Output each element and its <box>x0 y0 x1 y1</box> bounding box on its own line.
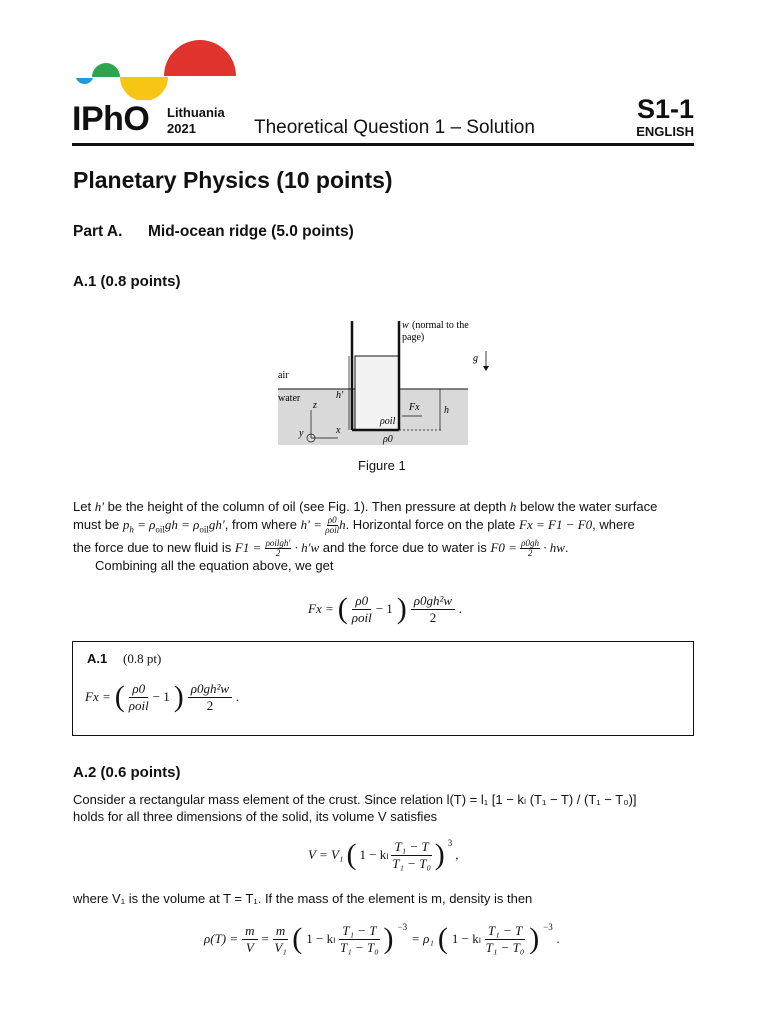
figure-label-rho-0: ρ0 <box>383 434 393 445</box>
eq-end: . <box>556 931 561 946</box>
fraction-num: ρ0 <box>327 515 337 525</box>
math-run: F0 = <box>490 539 521 555</box>
fraction-num: ρ0 <box>352 593 371 610</box>
math-sub: oil <box>199 524 209 535</box>
figure-label-h: h <box>444 405 449 416</box>
figure-label-y: y <box>299 428 304 439</box>
a1-paragraph-line-3 <box>73 539 569 558</box>
math-run: · h′w <box>291 539 320 555</box>
eq-lhs: V = V₁ <box>308 847 344 862</box>
figure-label-rho-oil: ρoil <box>380 416 396 427</box>
math-h-prime: h′ <box>94 499 105 514</box>
math-h: h <box>339 516 346 532</box>
figure-label-h-prime: h′ <box>336 390 344 401</box>
g-arrow-head <box>483 366 489 371</box>
a1-paragraph-line-4: Combining all the equation above, we get <box>95 558 334 573</box>
fraction-den: V <box>245 939 254 955</box>
math-run: gh = ρ <box>164 516 200 532</box>
answer-equation <box>85 680 239 714</box>
equation-volume <box>308 838 458 872</box>
text-run: be the height of the column of oil (see Fig. 1). Then pressure at depth <box>104 499 510 514</box>
paren-open: ( <box>346 838 357 871</box>
a2-paragraph-line-2: holds for all three dimensions of the solid, its volume V satisfies <box>73 809 438 824</box>
math-run: · hw <box>539 539 565 555</box>
figure-label-g: g <box>473 353 478 364</box>
figure-1-caption: Figure 1 <box>358 458 406 473</box>
text-run: the force due to new fluid is <box>73 539 235 555</box>
fraction-f1 <box>265 539 292 558</box>
text-run: , from where <box>224 516 301 532</box>
part-a-label: Part A. <box>73 223 123 240</box>
eq-lhs: Fx = <box>85 689 111 704</box>
text-run: must be <box>73 516 123 532</box>
fraction-den: 2 <box>429 609 437 625</box>
eq-end: , <box>455 847 459 862</box>
paren-open: ( <box>337 592 348 625</box>
figure-label-w-note-1: (normal to the <box>412 320 469 331</box>
fraction-den: 2 <box>275 548 281 558</box>
a1-heading: A.1 (0.8 points) <box>73 273 181 290</box>
ipho-wordmark: IPhO <box>72 100 150 138</box>
figure-label-fx: Fx <box>409 402 420 413</box>
host-country: Lithuania <box>167 105 225 120</box>
page-title: Planetary Physics (10 points) <box>73 167 393 193</box>
eq-equals-rho1: = ρ₁ <box>411 931 434 946</box>
text-run: . <box>564 539 569 555</box>
math-p: p <box>122 516 130 532</box>
eq-fraction-1 <box>129 681 149 714</box>
logo-green-arc <box>92 63 120 77</box>
a2-paragraph-line-1: Consider a rectangular mass element of the crust. Since relation l(T) = l₁ [1 − kₗ (T₁ − T) / (T₁ − T₀)] <box>73 792 637 807</box>
figure-label-z: z <box>313 400 317 411</box>
eq-fraction-2 <box>411 593 455 626</box>
eq-fraction-2 <box>188 681 232 714</box>
fraction-den: T₁ − T₀ <box>392 855 431 871</box>
eq-lhs: ρ(T) = <box>204 931 239 946</box>
eq-end: . <box>459 601 463 616</box>
fraction-num: ρ0gh <box>521 538 539 548</box>
eq-lhs: Fx = <box>308 601 334 616</box>
part-a-title: Mid-ocean ridge (5.0 points) <box>148 223 354 240</box>
text-run: and the force due to water is <box>319 539 491 555</box>
eq-exponent: 3 <box>447 838 453 848</box>
fraction-num: ρ0gh²w <box>411 593 455 610</box>
text-run: Let <box>73 499 95 514</box>
math-run: gh′ <box>208 516 225 532</box>
fraction-f0 <box>520 539 540 558</box>
eq-fraction <box>485 923 525 956</box>
page-code: S1-1 <box>636 94 694 124</box>
eq-exponent: −3 <box>543 922 553 932</box>
fraction-num: ρoilgh′ <box>265 538 291 548</box>
eq-inner: 1 − kₗ <box>306 931 336 946</box>
fraction-den: V₁ <box>274 939 287 955</box>
figure-label-x: x <box>336 425 341 436</box>
paren-close: ) <box>173 680 184 713</box>
logo-yellow-arc <box>120 77 168 100</box>
eq-inner: 1 − kₗ <box>359 847 389 862</box>
eq-exponent: −3 <box>397 922 408 932</box>
equation-fx-display <box>308 592 462 626</box>
fraction-num: m <box>242 923 257 940</box>
paren-close: ) <box>383 922 394 955</box>
eq-minus-one: − 1 <box>152 689 170 704</box>
fraction-rho0-over-rhooil <box>325 516 339 535</box>
figure-label-w-note-2: page) <box>402 332 425 343</box>
math-run: h′ = <box>300 516 326 532</box>
eq-fraction-1 <box>352 593 372 626</box>
paren-close: ) <box>396 592 407 625</box>
eq-inner: 1 − kₗ <box>451 931 481 946</box>
text-run: below the water surface <box>516 499 658 514</box>
page-language: ENGLISH <box>636 124 694 139</box>
ipho-logo <box>72 40 242 100</box>
a2-paragraph-line-3: where V₁ is the volume at T = T₁. If the mass of the element is m, density is then <box>73 891 533 906</box>
header-rule <box>72 143 694 146</box>
math-run: F1 = <box>234 539 265 555</box>
text-run: , where <box>592 516 635 532</box>
figure-label-w: w <box>402 320 409 331</box>
host-year: 2021 <box>167 121 196 136</box>
a2-heading: A.2 (0.6 points) <box>73 764 181 781</box>
eq-minus-one: − 1 <box>375 601 393 616</box>
eq-fraction <box>391 839 431 872</box>
document-subtitle: Theoretical Question 1 – Solution <box>254 117 535 138</box>
math-run: Fx = F1 − F0 <box>519 516 593 532</box>
eq-equals: = <box>261 931 269 946</box>
fraction-den: ρoil <box>325 525 340 535</box>
paren-open: ( <box>292 922 303 955</box>
math-sub: h <box>129 524 134 535</box>
fraction-den: ρoil <box>351 609 372 625</box>
logo-blue-arc <box>76 78 93 84</box>
paren-open: ( <box>437 922 448 955</box>
fraction-num: T₁ − T <box>485 923 525 940</box>
fraction-den: ρoil <box>128 697 149 713</box>
answer-points: (0.8 pt) <box>123 651 162 666</box>
answer-label: A.1 <box>87 651 108 666</box>
eq-end: . <box>236 689 240 704</box>
paren-close: ) <box>434 838 445 871</box>
a1-paragraph-line-1 <box>73 499 657 515</box>
eq-fraction-m-v1 <box>273 923 288 956</box>
a1-paragraph-line-2 <box>73 516 635 538</box>
logo-red-arc <box>164 40 236 76</box>
fraction-num: T₁ − T <box>339 923 379 940</box>
fraction-num: m <box>273 923 288 940</box>
math-sub: oil <box>155 524 165 535</box>
answer-box-a1 <box>72 641 694 736</box>
figure-label-air: air <box>278 370 289 381</box>
figure-1-diagram <box>270 316 500 451</box>
fraction-den: 2 <box>206 697 214 713</box>
fraction-num: ρ0 <box>129 681 148 698</box>
equation-density <box>204 922 560 956</box>
fraction-den: T₁ − T₀ <box>485 939 525 955</box>
fraction-num: T₁ − T <box>391 839 431 856</box>
fraction-num: ρ0gh²w <box>188 681 232 698</box>
paren-open: ( <box>114 680 125 713</box>
figure-label-water: water <box>278 393 301 404</box>
math-run: = ρ <box>133 516 156 532</box>
eq-fraction-m-v <box>242 923 257 956</box>
fraction-den: 2 <box>527 548 533 558</box>
math-h: h <box>509 499 517 514</box>
fraction-den: T₁ − T₀ <box>340 939 379 955</box>
text-run: . Horizontal force on the plate <box>345 516 520 532</box>
eq-fraction <box>339 923 379 956</box>
paren-close: ) <box>529 922 540 955</box>
